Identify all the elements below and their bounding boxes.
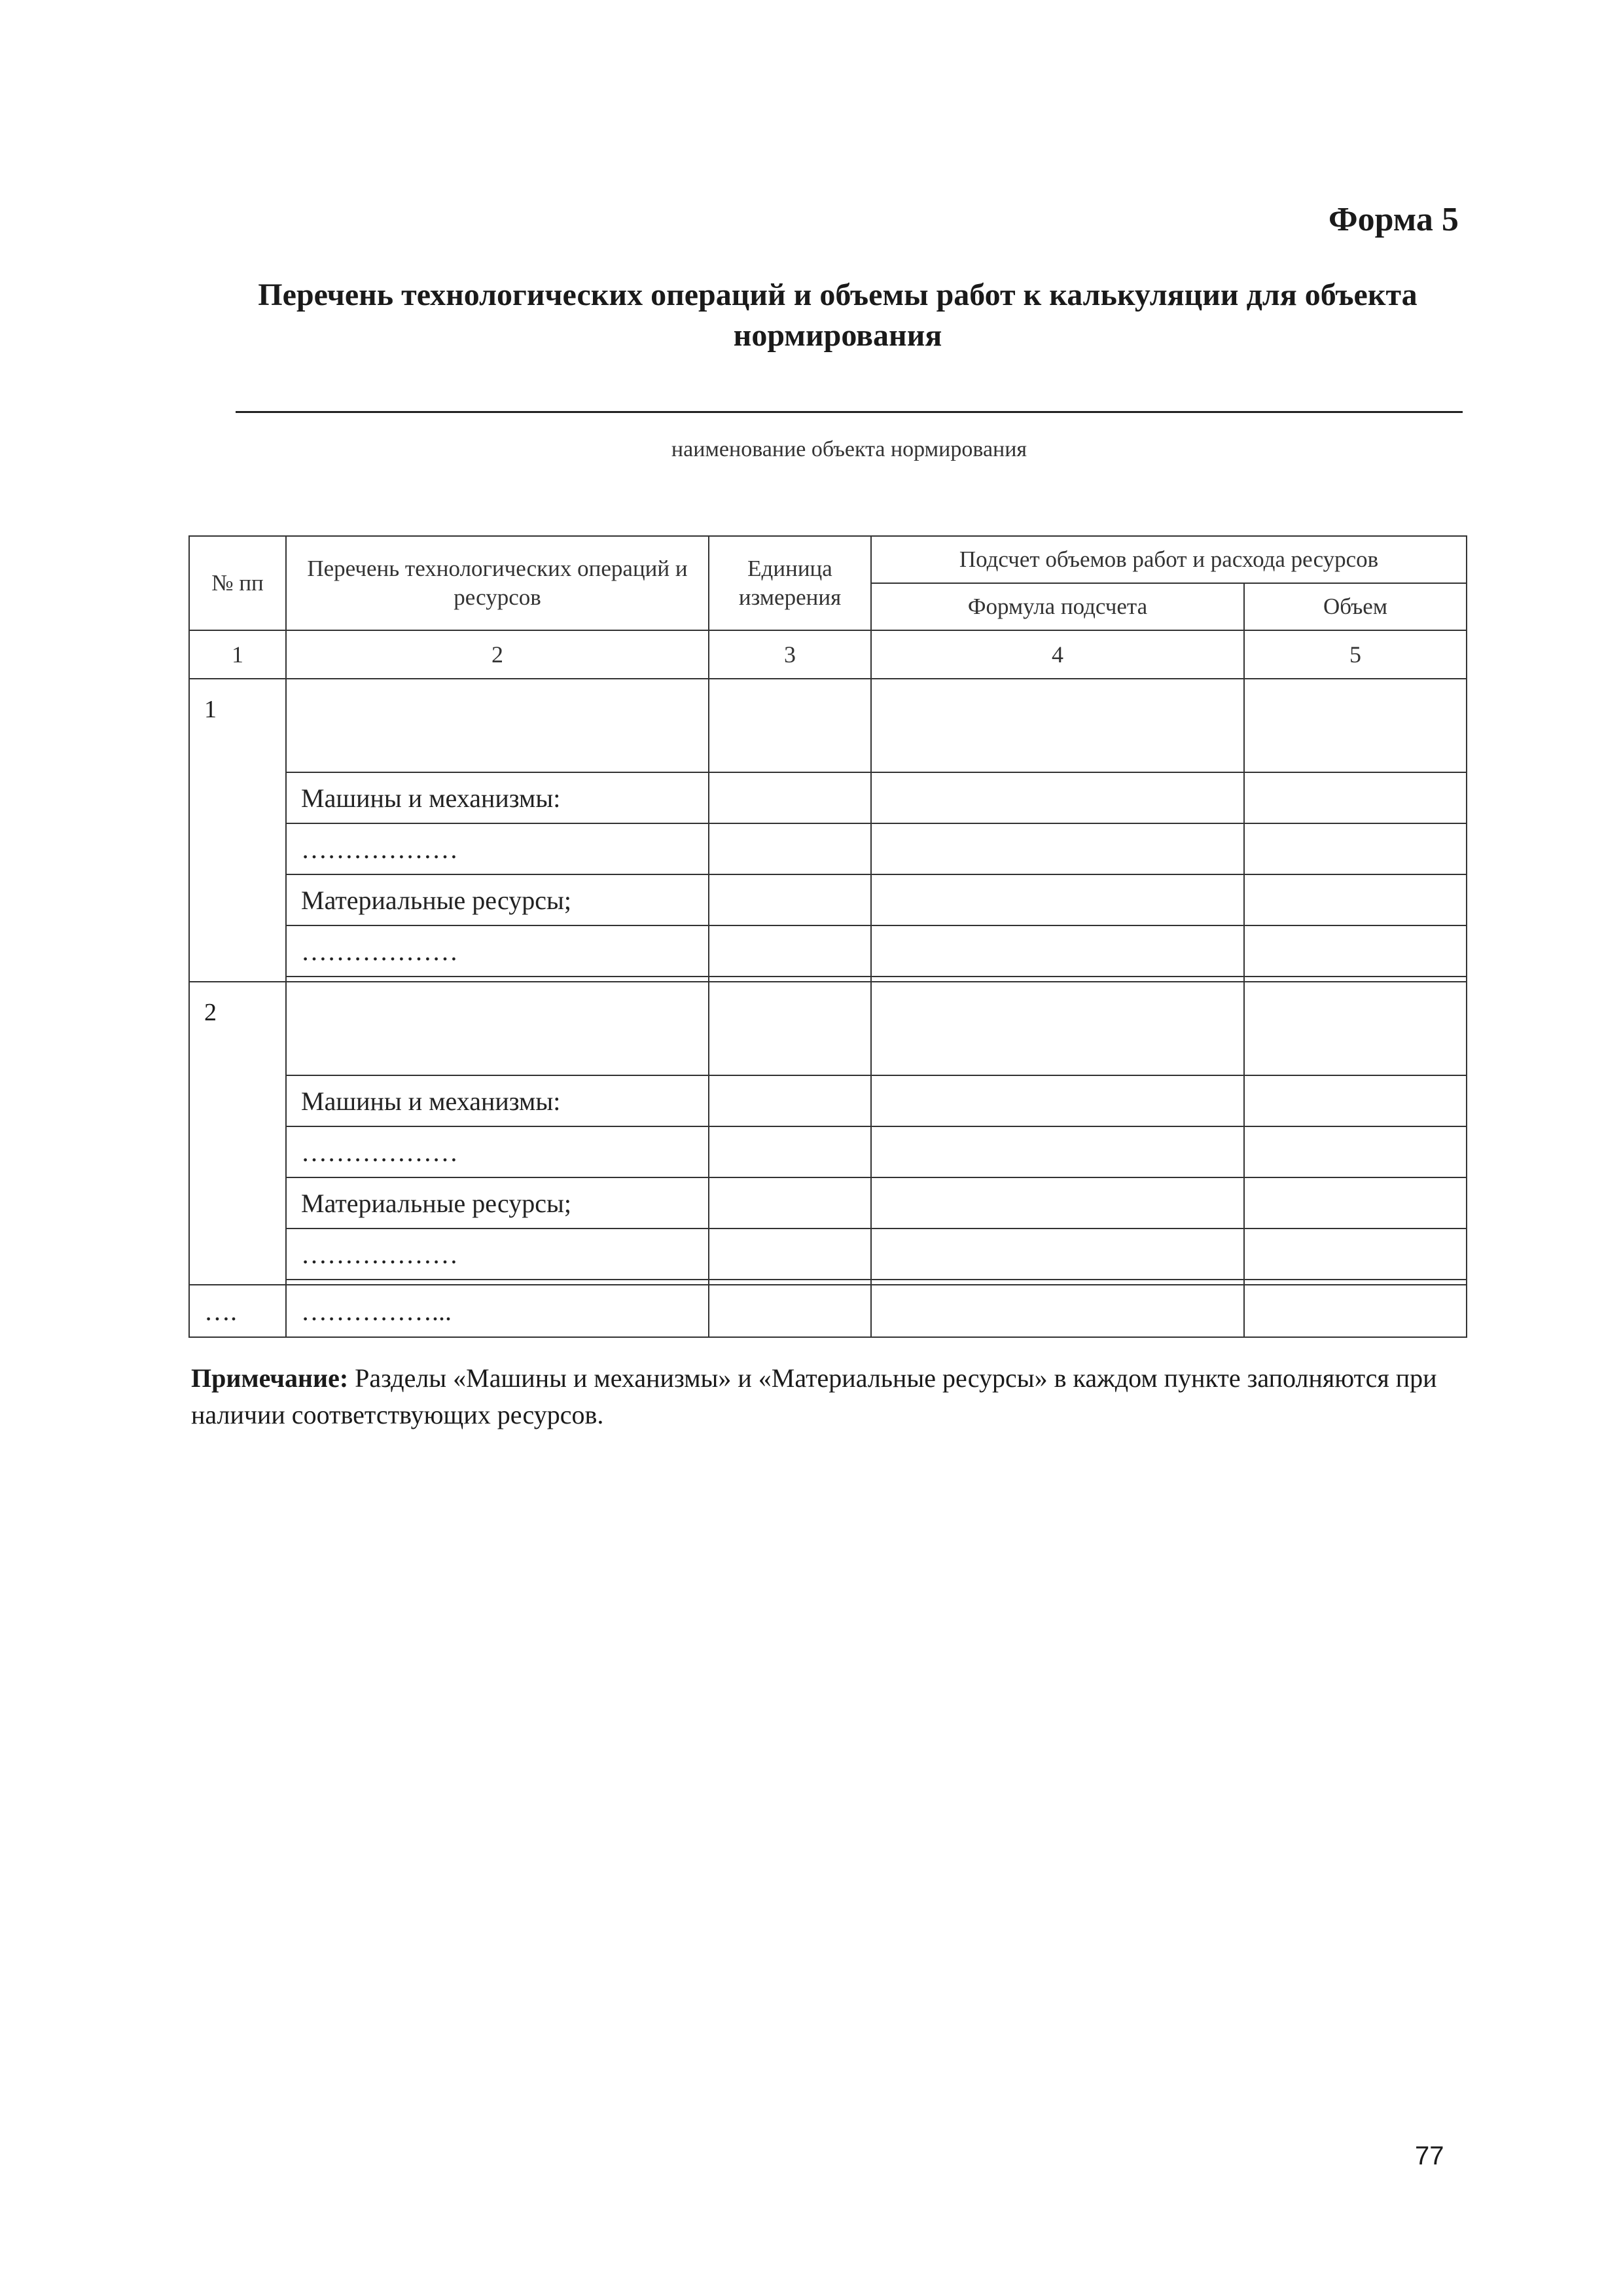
table-row [189,1280,1467,1285]
operations-table [188,535,1467,1338]
header-calc-group: Подсчет объемов работ и расхода ресурсов [871,536,1467,583]
note-label: Примечание: [191,1363,349,1393]
note [191,1360,1464,1433]
machines-label: Машины и механизмы: [286,1075,709,1126]
column-number: 5 [1244,630,1467,679]
section-number: 2 [189,982,286,1285]
object-name-caption: наименование объекта нормирования [671,437,1027,461]
page-number: 77 [1415,2142,1444,2170]
table-row [189,679,1467,772]
column-number: 4 [871,630,1244,679]
machines-label: Машины и механизмы: [286,772,709,823]
document-title: Перечень технологических операций и объемы работ к калькуляции для объекта нормирования [258,278,1418,353]
table-row [189,1285,1467,1337]
column-number: 1 [189,630,286,679]
unit-cell [709,982,871,1075]
object-name-line [236,411,1463,413]
table-row [189,982,1467,1075]
table-row [189,772,1467,823]
table-row [189,823,1467,874]
header-volume: Объем [1244,583,1467,630]
note-text: Разделы «Машины и механизмы» и «Материальные ресурсы» в каждом пункте заполняются при наличии соответствующих ресурсов. [191,1363,1437,1429]
volume-cell [1244,679,1467,772]
materials-label: Материальные ресурсы; [286,1177,709,1229]
formula-cell [871,679,1244,772]
table-row [189,1229,1467,1280]
unit-cell [709,679,871,772]
table-row [189,874,1467,925]
column-number: 3 [709,630,871,679]
table-row [189,977,1467,982]
header-operations: Перечень технологических операций и ресурсов [286,536,709,630]
table-row [189,1177,1467,1229]
column-number: 2 [286,630,709,679]
operation-cell [286,982,709,1075]
header-unit: Единица измерения [709,536,871,630]
volume-cell [1244,982,1467,1075]
materials-label: Материальные ресурсы; [286,874,709,925]
table-row [189,925,1467,977]
section-number: 1 [189,679,286,982]
machines-placeholder: ……………… [286,1126,709,1177]
last-row-number: …. [189,1285,286,1337]
table-row [189,1075,1467,1126]
formula-cell [871,982,1244,1075]
materials-placeholder: ……………… [286,925,709,977]
table-row [189,1126,1467,1177]
machines-placeholder: ……………… [286,823,709,874]
form-number-label: Форма 5 [1329,201,1459,238]
operation-cell [286,679,709,772]
header-num: № пп [189,536,286,630]
last-row-text: ……………... [286,1285,709,1337]
header-formula: Формула подсчета [871,583,1244,630]
materials-placeholder: ……………… [286,1229,709,1280]
